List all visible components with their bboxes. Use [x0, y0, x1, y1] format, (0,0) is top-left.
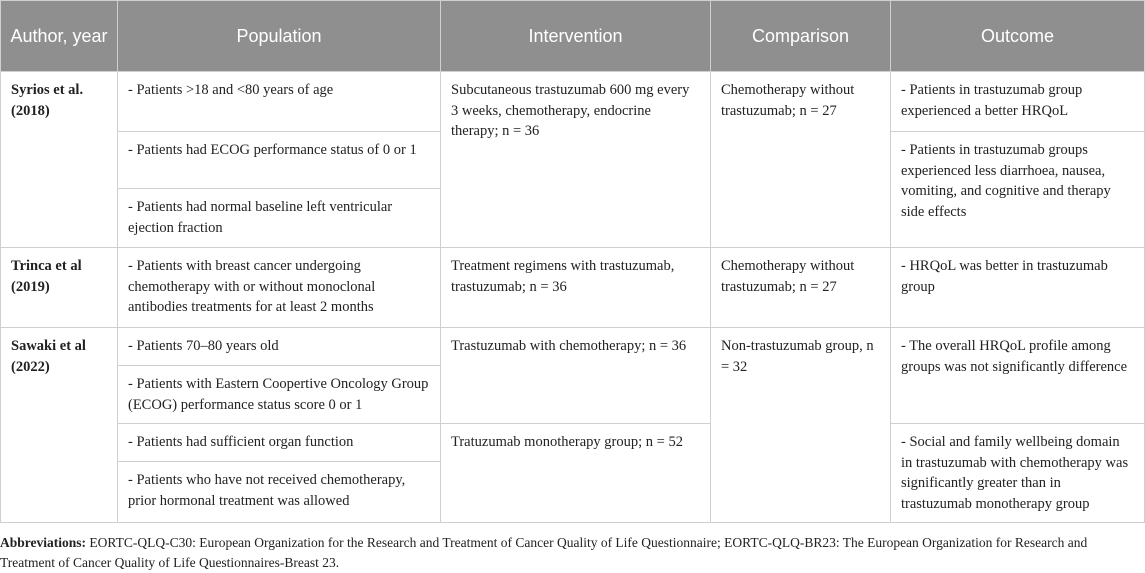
outcome-cell: - Social and family wellbeing domain in trastuzumab with chemotherapy was significantly greater than in trastuzumab monotherapy group — [891, 424, 1145, 523]
abbreviations-text: EORTC-QLQ-C30: European Organization for the Research and Treatment of Cancer Quality of Life Questionnaire; EORTC-QLQ-BR23: The European Organization for Research and Treatment of Cancer Quality of Life Questionnaires-Breast 23. — [0, 535, 1088, 570]
population-cell: - Patients 70–80 years old — [118, 328, 441, 366]
table-row — [1, 72, 1145, 132]
population-cell: - Patients who have not received chemotherapy, prior hormonal treatment was allowed — [118, 462, 441, 523]
population-cell: - Patients had normal baseline left ventricular ejection fraction — [118, 189, 441, 248]
header-outcome: Outcome — [891, 1, 1145, 72]
population-cell: - Patients with Eastern Coopertive Oncology Group (ECOG) performance status score 0 or 1 — [118, 366, 441, 424]
comparison-cell: Chemotherapy without trastuzumab; n = 27 — [711, 72, 891, 248]
header-intervention: Intervention — [441, 1, 711, 72]
intervention-cell: Subcutaneous trastuzumab 600 mg every 3 weeks, chemotherapy, endocrine therapy; n = 36 — [441, 72, 711, 248]
author-year-cell: Trinca et al (2019) — [1, 248, 118, 328]
author-year-cell: Syrios et al. (2018) — [1, 72, 118, 248]
outcome-cell: - Patients in trastuzumab groups experienced less diarrhoea, nausea, vomiting, and cognitive and therapy side effects — [891, 132, 1145, 248]
comparison-cell: Chemotherapy without trastuzumab; n = 27 — [711, 248, 891, 328]
outcome-cell: - HRQoL was better in trastuzumab group — [891, 248, 1145, 328]
intervention-cell: Trastuzumab with chemotherapy; n = 36 — [441, 328, 711, 424]
header-population: Population — [118, 1, 441, 72]
population-cell: - Patients had sufficient organ function — [118, 424, 441, 462]
population-cell: - Patients had ECOG performance status of 0 or 1 — [118, 132, 441, 189]
comparison-cell: Non-trastuzumab group, n = 32 — [711, 328, 891, 523]
intervention-cell: Tratuzumab monotherapy group; n = 52 — [441, 424, 711, 523]
header-author-year: Author, year — [1, 1, 118, 72]
header-row — [1, 1, 1145, 72]
abbreviations-footnote — [0, 523, 1140, 573]
population-cell: - Patients >18 and <80 years of age — [118, 72, 441, 132]
author-year-cell: Sawaki et al (2022) — [1, 328, 118, 523]
abbreviations-label: Abbreviations: — [0, 535, 87, 550]
population-cell: - Patients with breast cancer undergoing chemotherapy with or without monoclonal antibodies treatments for at least 2 months — [118, 248, 441, 328]
table-row — [1, 248, 1145, 328]
outcome-cell: - Patients in trastuzumab group experienced a better HRQoL — [891, 72, 1145, 132]
header-comparison: Comparison — [711, 1, 891, 72]
table-row — [1, 328, 1145, 366]
outcome-cell: - The overall HRQoL profile among groups was not significantly difference — [891, 328, 1145, 424]
intervention-cell: Treatment regimens with trastuzumab, trastuzumab; n = 36 — [441, 248, 711, 328]
table-row — [1, 424, 1145, 462]
